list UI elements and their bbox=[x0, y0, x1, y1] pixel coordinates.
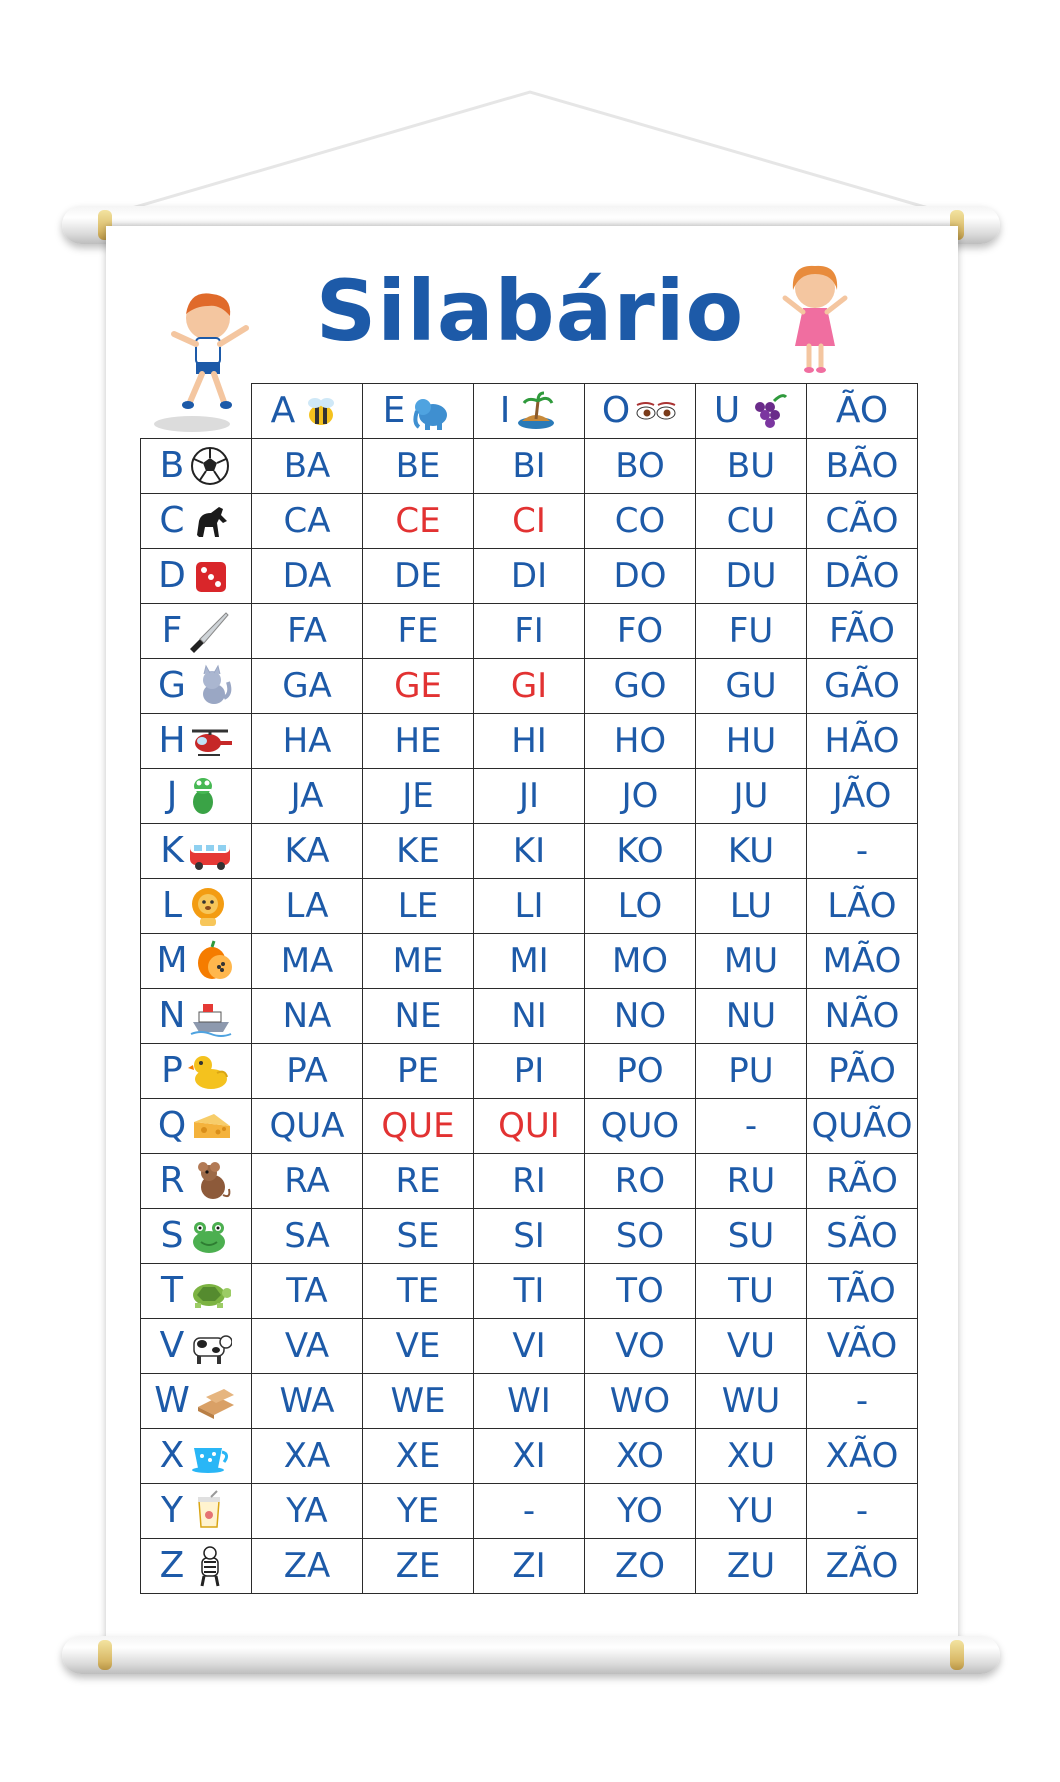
syllable-cell: RÃO bbox=[807, 1154, 918, 1209]
syllable-cell: QUÃO bbox=[807, 1099, 918, 1154]
horse-icon bbox=[189, 499, 233, 543]
syllable-row bbox=[141, 879, 918, 934]
consonant-cell bbox=[141, 714, 252, 769]
syllable-cell: WU bbox=[696, 1374, 807, 1429]
syllable-cell: QUA bbox=[252, 1099, 363, 1154]
syllable-row bbox=[141, 1154, 918, 1209]
consonant-cell bbox=[141, 1209, 252, 1264]
consonant-cell bbox=[141, 1374, 252, 1429]
syllable-cell: QUI bbox=[474, 1099, 585, 1154]
syllable-cell: PO bbox=[585, 1044, 696, 1099]
syllable-cell: PE bbox=[363, 1044, 474, 1099]
consonant-cell bbox=[141, 1099, 252, 1154]
bee-icon bbox=[299, 389, 343, 433]
syllable-cell: YE bbox=[363, 1484, 474, 1539]
syllable-cell: ZU bbox=[696, 1539, 807, 1594]
header-row bbox=[141, 384, 918, 439]
vowel-header-cell bbox=[696, 384, 807, 439]
page-title: Silabário bbox=[315, 262, 745, 360]
syllable-cell: TU bbox=[696, 1264, 807, 1319]
vowel-header-cell bbox=[474, 384, 585, 439]
syllable-cell: NÃO bbox=[807, 989, 918, 1044]
syllable-cell: PA bbox=[252, 1044, 363, 1099]
syllable-cell: LA bbox=[252, 879, 363, 934]
syllable-cell: GO bbox=[585, 659, 696, 714]
cheese-icon bbox=[190, 1104, 234, 1148]
syllable-cell: DÃO bbox=[807, 549, 918, 604]
syllable-cell: YU bbox=[696, 1484, 807, 1539]
syllable-cell: RE bbox=[363, 1154, 474, 1209]
syllable-cell: CU bbox=[696, 494, 807, 549]
syllable-cell: LÃO bbox=[807, 879, 918, 934]
syllable-cell: - bbox=[807, 824, 918, 879]
consonant-letter: F bbox=[161, 610, 183, 651]
consonant-letter: M bbox=[156, 940, 188, 981]
syllable-row bbox=[141, 989, 918, 1044]
consonant-cell bbox=[141, 879, 252, 934]
syllable-cell: NU bbox=[696, 989, 807, 1044]
syllable-cell: CI bbox=[474, 494, 585, 549]
syllable-cell: XO bbox=[585, 1429, 696, 1484]
syllable-table bbox=[140, 383, 918, 1594]
syllable-cell: LE bbox=[363, 879, 474, 934]
syllable-cell: WI bbox=[474, 1374, 585, 1429]
syllable-cell: BE bbox=[363, 439, 474, 494]
syllable-cell: CO bbox=[585, 494, 696, 549]
syllable-cell: WA bbox=[252, 1374, 363, 1429]
syllable-cell: NA bbox=[252, 989, 363, 1044]
syllable-row bbox=[141, 1319, 918, 1374]
syllable-cell: DI bbox=[474, 549, 585, 604]
syllable-cell: XA bbox=[252, 1429, 363, 1484]
syllable-cell: FI bbox=[474, 604, 585, 659]
syllable-cell: RU bbox=[696, 1154, 807, 1209]
syllable-row bbox=[141, 1209, 918, 1264]
syllable-cell: QUO bbox=[585, 1099, 696, 1154]
consonant-cell bbox=[141, 1319, 252, 1374]
syllable-cell: TÃO bbox=[807, 1264, 918, 1319]
syllable-cell: VO bbox=[585, 1319, 696, 1374]
consonant-cell bbox=[141, 824, 252, 879]
syllable-cell: WE bbox=[363, 1374, 474, 1429]
syllable-cell: HÃO bbox=[807, 714, 918, 769]
syllable-cell: PU bbox=[696, 1044, 807, 1099]
syllable-cell: RI bbox=[474, 1154, 585, 1209]
syllable-cell: LI bbox=[474, 879, 585, 934]
consonant-letter: C bbox=[159, 500, 185, 541]
syllable-cell: FA bbox=[252, 604, 363, 659]
vowel-letter: U bbox=[713, 390, 741, 431]
syllable-cell: FO bbox=[585, 604, 696, 659]
syllable-cell: MI bbox=[474, 934, 585, 989]
consonant-letter: Z bbox=[159, 1545, 185, 1586]
syllable-row bbox=[141, 1099, 918, 1154]
syllable-cell: SE bbox=[363, 1209, 474, 1264]
syllable-cell: HI bbox=[474, 714, 585, 769]
syllable-cell: NI bbox=[474, 989, 585, 1044]
syllable-cell: KE bbox=[363, 824, 474, 879]
syllable-cell: JU bbox=[696, 769, 807, 824]
vowel-letter: E bbox=[382, 390, 406, 431]
consonant-letter: T bbox=[161, 1270, 183, 1311]
syllable-row bbox=[141, 1264, 918, 1319]
syllable-cell: PÃO bbox=[807, 1044, 918, 1099]
consonant-cell bbox=[141, 659, 252, 714]
syllable-cell: BA bbox=[252, 439, 363, 494]
consonant-letter: Y bbox=[161, 1490, 183, 1531]
syllable-cell: - bbox=[696, 1099, 807, 1154]
syllable-cell: VÃO bbox=[807, 1319, 918, 1374]
consonant-cell bbox=[141, 1539, 252, 1594]
syllable-cell: ZA bbox=[252, 1539, 363, 1594]
syllable-cell: GU bbox=[696, 659, 807, 714]
syllable-cell: HU bbox=[696, 714, 807, 769]
syllable-row bbox=[141, 769, 918, 824]
syllable-cell: HO bbox=[585, 714, 696, 769]
syllable-cell: YO bbox=[585, 1484, 696, 1539]
knife-icon bbox=[186, 609, 230, 653]
syllable-cell: VI bbox=[474, 1319, 585, 1374]
consonant-letter: N bbox=[158, 995, 186, 1036]
yogurt-icon bbox=[187, 1489, 231, 1533]
consonant-cell bbox=[141, 989, 252, 1044]
consonant-cell bbox=[141, 1429, 252, 1484]
syllable-cell: GI bbox=[474, 659, 585, 714]
consonant-letter: P bbox=[161, 1050, 183, 1091]
syllable-cell: MU bbox=[696, 934, 807, 989]
consonant-cell bbox=[141, 494, 252, 549]
syllable-cell: KA bbox=[252, 824, 363, 879]
kombi-van-icon bbox=[188, 829, 232, 873]
consonant-cell bbox=[141, 1484, 252, 1539]
syllable-cell: RA bbox=[252, 1154, 363, 1209]
syllable-cell: JO bbox=[585, 769, 696, 824]
syllable-cell: BI bbox=[474, 439, 585, 494]
syllable-cell: DO bbox=[585, 549, 696, 604]
syllable-row bbox=[141, 1539, 918, 1594]
syllable-row bbox=[141, 824, 918, 879]
syllable-cell: - bbox=[807, 1484, 918, 1539]
ship-icon bbox=[189, 994, 233, 1038]
consonant-letter: X bbox=[159, 1435, 185, 1476]
consonant-cell bbox=[141, 549, 252, 604]
syllable-cell: VU bbox=[696, 1319, 807, 1374]
papaya-icon bbox=[192, 939, 236, 983]
vowel-header-cell bbox=[363, 384, 474, 439]
cow-icon bbox=[188, 1324, 232, 1368]
syllable-cell: SI bbox=[474, 1209, 585, 1264]
syllable-cell: GÃO bbox=[807, 659, 918, 714]
syllable-cell: HE bbox=[363, 714, 474, 769]
wafer-icon bbox=[194, 1379, 238, 1423]
vowel-letter: ÃO bbox=[835, 390, 889, 431]
consonant-cell bbox=[141, 439, 252, 494]
teacup-icon bbox=[188, 1434, 232, 1478]
syllable-cell: WO bbox=[585, 1374, 696, 1429]
syllable-cell: MÃO bbox=[807, 934, 918, 989]
cat-icon bbox=[190, 664, 234, 708]
mouse-icon bbox=[189, 1159, 233, 1203]
syllable-row bbox=[141, 439, 918, 494]
vowel-letter: O bbox=[601, 390, 631, 431]
syllable-cell: GE bbox=[363, 659, 474, 714]
syllable-cell: XI bbox=[474, 1429, 585, 1484]
syllable-cell: PI bbox=[474, 1044, 585, 1099]
syllable-row bbox=[141, 659, 918, 714]
syllable-cell: JÃO bbox=[807, 769, 918, 824]
syllable-cell: MA bbox=[252, 934, 363, 989]
syllable-row bbox=[141, 604, 918, 659]
syllable-cell: - bbox=[474, 1484, 585, 1539]
consonant-letter: H bbox=[158, 720, 186, 761]
syllable-cell: RO bbox=[585, 1154, 696, 1209]
syllable-cell: FE bbox=[363, 604, 474, 659]
consonant-cell bbox=[141, 604, 252, 659]
syllable-cell: HA bbox=[252, 714, 363, 769]
consonant-letter: K bbox=[160, 830, 184, 871]
consonant-cell bbox=[141, 1044, 252, 1099]
syllable-cell: CE bbox=[363, 494, 474, 549]
vowel-header-cell bbox=[252, 384, 363, 439]
consonant-cell bbox=[141, 1264, 252, 1319]
syllable-row bbox=[141, 1429, 918, 1484]
syllable-cell: NE bbox=[363, 989, 474, 1044]
vowel-letter: I bbox=[499, 390, 511, 431]
crocodile-icon bbox=[181, 774, 225, 818]
syllable-cell: YA bbox=[252, 1484, 363, 1539]
syllable-cell: FÃO bbox=[807, 604, 918, 659]
consonant-cell bbox=[141, 934, 252, 989]
syllable-cell: BO bbox=[585, 439, 696, 494]
syllable-cell: ZO bbox=[585, 1539, 696, 1594]
syllable-cell: QUE bbox=[363, 1099, 474, 1154]
island-icon bbox=[514, 389, 558, 433]
syllable-cell: CÃO bbox=[807, 494, 918, 549]
soccer-ball-icon bbox=[188, 444, 232, 488]
bottom-hanging-rod bbox=[62, 1636, 1000, 1674]
frog-icon bbox=[187, 1214, 231, 1258]
girl-illustration bbox=[775, 258, 855, 378]
syllable-cell: JA bbox=[252, 769, 363, 824]
syllable-row bbox=[141, 1484, 918, 1539]
consonant-letter: D bbox=[158, 555, 186, 596]
consonant-letter: V bbox=[159, 1325, 185, 1366]
syllable-cell: VA bbox=[252, 1319, 363, 1374]
syllable-row bbox=[141, 714, 918, 769]
syllable-cell: XE bbox=[363, 1429, 474, 1484]
vowel-header-cell bbox=[585, 384, 696, 439]
syllable-cell: BÃO bbox=[807, 439, 918, 494]
consonant-letter: W bbox=[154, 1380, 190, 1421]
syllable-cell: KI bbox=[474, 824, 585, 879]
consonant-letter: G bbox=[158, 665, 186, 706]
syllable-cell: KO bbox=[585, 824, 696, 879]
consonant-letter: J bbox=[166, 775, 178, 816]
consonant-letter: S bbox=[160, 1215, 184, 1256]
syllable-cell: FU bbox=[696, 604, 807, 659]
syllable-cell: ZI bbox=[474, 1539, 585, 1594]
syllable-cell: VE bbox=[363, 1319, 474, 1374]
vowel-header-cell bbox=[807, 384, 918, 439]
syllable-row bbox=[141, 494, 918, 549]
syllable-cell: TE bbox=[363, 1264, 474, 1319]
syllable-cell: ZE bbox=[363, 1539, 474, 1594]
grapes-icon bbox=[744, 389, 788, 433]
syllable-row bbox=[141, 934, 918, 989]
consonant-letter: L bbox=[161, 885, 183, 926]
syllable-cell: TI bbox=[474, 1264, 585, 1319]
vowel-letter: A bbox=[270, 390, 296, 431]
consonant-letter: R bbox=[159, 1160, 185, 1201]
consonant-cell bbox=[141, 1154, 252, 1209]
syllable-cell: DA bbox=[252, 549, 363, 604]
syllable-cell: TO bbox=[585, 1264, 696, 1319]
syllable-row bbox=[141, 1044, 918, 1099]
syllable-cell: CA bbox=[252, 494, 363, 549]
turtle-icon bbox=[187, 1269, 231, 1313]
syllable-row bbox=[141, 1374, 918, 1429]
consonant-letter: Q bbox=[157, 1105, 187, 1146]
syllable-cell: SO bbox=[585, 1209, 696, 1264]
zebra-icon bbox=[188, 1544, 232, 1588]
consonant-cell bbox=[141, 769, 252, 824]
syllable-row bbox=[141, 549, 918, 604]
syllable-cell: XÃO bbox=[807, 1429, 918, 1484]
syllable-cell: BU bbox=[696, 439, 807, 494]
syllable-cell: XU bbox=[696, 1429, 807, 1484]
eyes-icon bbox=[634, 389, 678, 433]
syllable-cell: SA bbox=[252, 1209, 363, 1264]
syllable-cell: JI bbox=[474, 769, 585, 824]
syllable-cell: DU bbox=[696, 549, 807, 604]
syllable-cell: TA bbox=[252, 1264, 363, 1319]
syllable-cell: JE bbox=[363, 769, 474, 824]
syllable-cell: MO bbox=[585, 934, 696, 989]
syllable-cell: - bbox=[807, 1374, 918, 1429]
syllable-cell: ZÃO bbox=[807, 1539, 918, 1594]
lion-icon bbox=[186, 884, 230, 928]
syllable-cell: LU bbox=[696, 879, 807, 934]
duck-icon bbox=[187, 1049, 231, 1093]
syllable-cell: ME bbox=[363, 934, 474, 989]
syllable-cell: SU bbox=[696, 1209, 807, 1264]
corner-blank-cell bbox=[141, 384, 252, 439]
syllable-cell: SÃO bbox=[807, 1209, 918, 1264]
syllable-cell: KU bbox=[696, 824, 807, 879]
dice-icon bbox=[190, 554, 234, 598]
elephant-icon bbox=[409, 389, 453, 433]
syllable-cell: NO bbox=[585, 989, 696, 1044]
syllable-cell: GA bbox=[252, 659, 363, 714]
syllable-cell: LO bbox=[585, 879, 696, 934]
consonant-letter: B bbox=[159, 445, 185, 486]
helicopter-icon bbox=[190, 719, 234, 763]
syllable-cell: DE bbox=[363, 549, 474, 604]
